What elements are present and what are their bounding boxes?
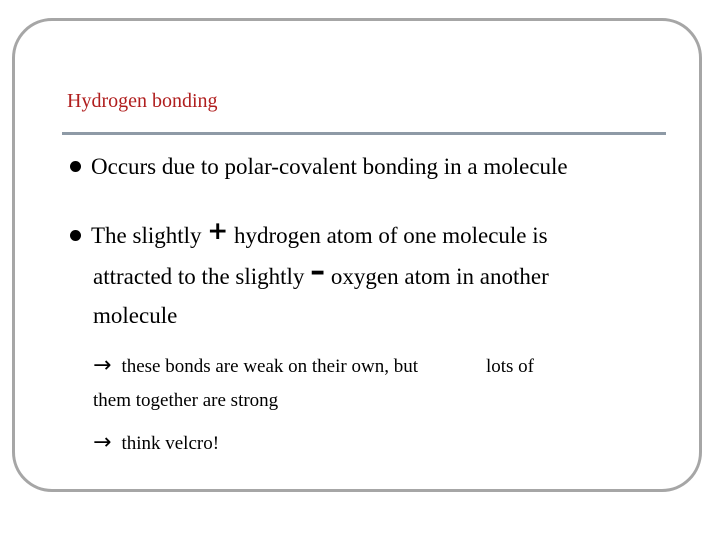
bullet-2-text-b: hydrogen atom of one molecule is <box>228 223 548 248</box>
note-1 <box>93 353 534 378</box>
bullet-dot-icon <box>70 161 81 172</box>
note-1-text-b: lots of <box>485 356 535 377</box>
bullet-2-line-2 <box>70 255 549 296</box>
slide-title: Hydrogen bonding <box>67 90 218 112</box>
bullet-2-line-1 <box>70 215 549 255</box>
bullet-1-text: Occurs due to polar-covalent bonding in a molecule <box>91 154 568 179</box>
note-1-text-a: these bonds are weak on their own, but <box>121 356 418 377</box>
bullet-dot-icon <box>70 230 81 241</box>
minus-sign: – <box>310 254 326 289</box>
bullet-1 <box>70 147 568 186</box>
note-2 <box>93 430 219 455</box>
plus-sign: + <box>207 216 229 245</box>
bullet-2-text-d: oxygen atom in another <box>325 264 549 289</box>
arrow-right-icon: → <box>93 353 112 378</box>
arrow-right-icon: → <box>93 430 112 455</box>
title-divider <box>62 132 666 135</box>
bullet-2 <box>70 215 549 335</box>
note-2-text: think velcro! <box>121 433 220 454</box>
bullet-2-text-c: attracted to the slightly <box>93 264 311 289</box>
bullet-2-line-3: molecule <box>93 303 178 328</box>
note-1-line-2: them together are strong <box>93 390 279 411</box>
bullet-2-text-a: The slightly <box>91 223 208 248</box>
